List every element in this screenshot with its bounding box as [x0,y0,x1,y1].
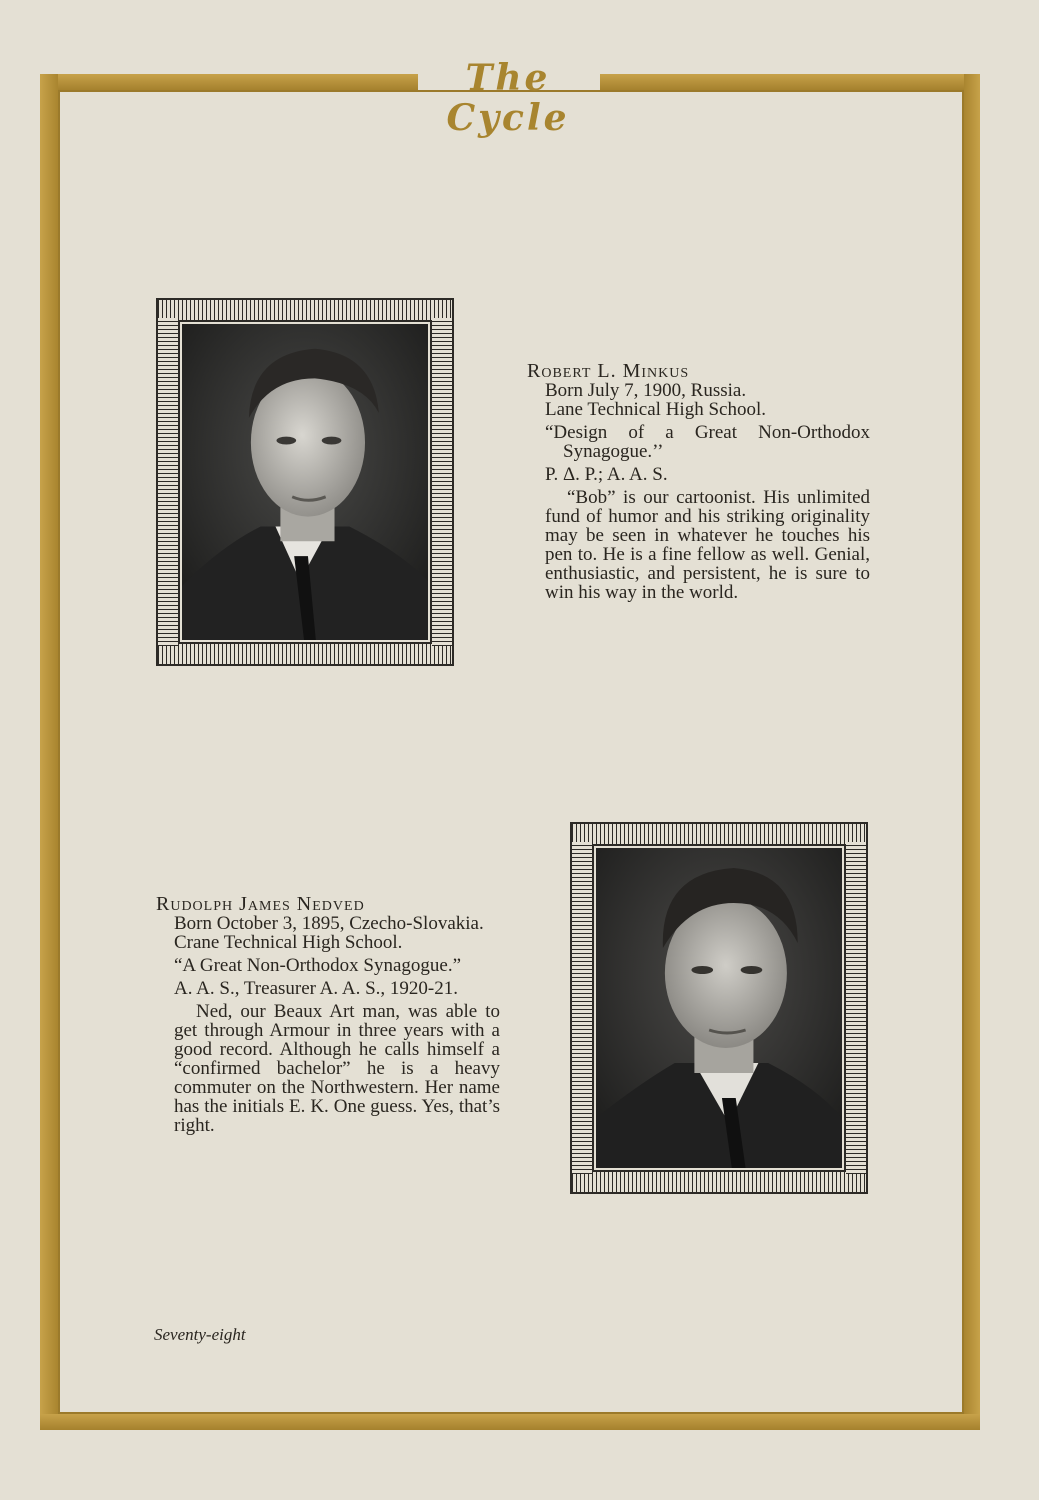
portrait-photo-minkus [182,324,428,640]
page-header-title: The Cycle [446,57,570,139]
page-number: Seventy-eight [154,1325,246,1344]
entry-born: Born October 3, 1895, Czecho-Slovakia. [174,913,484,934]
entry-bio-text: “Bob” is our cartoonist. His unlimited fund of humor and his striking originality may be seen in whatever he touches his pen to. He is a fine fellow as well. Genial, enthusiastic, and persistent, he is sure to win his way in the world. [545,487,870,603]
border-inner-line [58,90,964,1414]
entry-school: Lane Technical High School. [545,399,766,420]
entry-thesis: “A Great Non-Orthodox Synagogue.” [174,955,462,976]
portrait-frame-nedved [570,822,868,1194]
entry-bio-text: Ned, our Beaux Art man, was able to get through Armour in three years with a good record. Although he calls himself a “confirmed bachelor” he is a heavy commuter on the Northwestern. Her name has the initials E. K. One guess. Yes, that’s right. [174,1001,500,1136]
border-left [40,74,58,1430]
entry-thesis: “Design of a Great Non-Orthodox [545,422,870,443]
portrait-photo-nedved [596,848,842,1168]
border-top-right [600,74,980,90]
border-bottom [40,1414,980,1430]
entry-societies: A. A. S., Treasurer A. A. S., 1920-21. [174,978,458,999]
portrait-frame-minkus [156,298,454,666]
border-top-left [40,74,418,90]
entry-bio [156,1002,500,1135]
entry-name: Robert L. Minkus [527,360,690,382]
entry-school: Crane Technical High School. [174,932,403,953]
page-border [40,74,980,1430]
entry-minkus [527,362,870,602]
entry-born: Born July 7, 1900, Russia. [545,380,747,401]
entry-thesis-cont: Synagogue.’’ [563,441,664,462]
entry-bio [527,488,870,602]
entry-societies: P. Δ. P.; A. A. S. [545,464,668,485]
entry-nedved [156,895,500,1135]
entry-name: Rudolph James Nedved [156,893,365,915]
border-right [964,74,980,1430]
